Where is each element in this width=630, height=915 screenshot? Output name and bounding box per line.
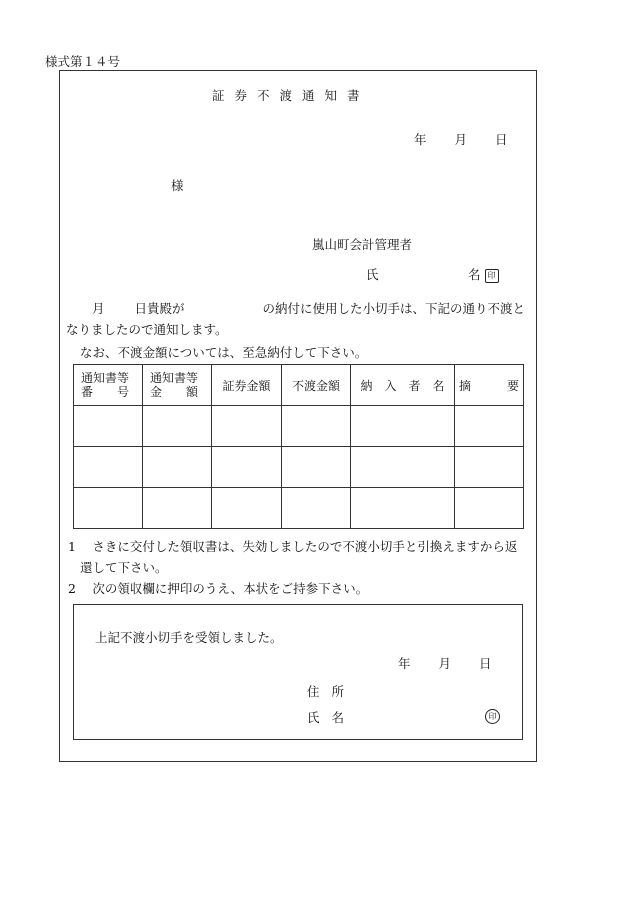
receipt-seal-icon: 印 [485, 708, 500, 724]
table-cell[interactable] [351, 447, 455, 488]
form-number: 様式第１４号 [45, 54, 121, 69]
table-cell[interactable] [282, 488, 351, 529]
table-cell[interactable] [143, 447, 212, 488]
table-header-row [74, 365, 524, 406]
body-line-3: なお、不渡金額については、至急納付して下さい。 [80, 345, 368, 360]
table-cell[interactable] [282, 406, 351, 447]
note-2: 2 次の領収欄に押印のうえ、本状をご持参下さい。 [68, 581, 369, 596]
table-cell[interactable] [74, 488, 143, 529]
body-line-2: なりましたので通知します。 [66, 322, 228, 337]
seal-icon: 印 [485, 269, 499, 283]
table-cell[interactable] [74, 406, 143, 447]
receipt-month: 月 [438, 656, 452, 671]
table-cell[interactable] [282, 447, 351, 488]
table-cell[interactable] [455, 488, 524, 529]
dishonor-table [73, 364, 524, 529]
header-notice-number: 通知書等 番 号 [74, 365, 143, 406]
receipt-address-label: 住 所 [307, 684, 345, 699]
table-row [74, 406, 524, 447]
receipt-year: 年 [398, 656, 411, 671]
issue-date [414, 130, 508, 148]
header-notice-amount: 通知書等 金 額 [143, 365, 212, 406]
table-cell[interactable] [455, 447, 524, 488]
table-cell[interactable] [212, 488, 282, 529]
table-cell[interactable] [212, 447, 282, 488]
receipt-box [73, 604, 523, 740]
date-month: 月 [454, 132, 468, 147]
receipt-day: 日 [479, 656, 492, 671]
table-cell[interactable] [212, 406, 282, 447]
header-remarks: 摘 要 [455, 365, 524, 406]
body-line-1 [92, 299, 525, 317]
note-1-line-2: 還して下さい。 [80, 560, 168, 575]
body-rest: の納付に使用した小切手は、下記の通り不渡と [262, 301, 526, 316]
table-cell[interactable] [351, 406, 455, 447]
addressee-suffix: 様 [171, 178, 184, 193]
issuer-name-label: 氏 [366, 267, 379, 282]
issuer-name-label-2 [468, 265, 499, 283]
table-cell[interactable] [143, 406, 212, 447]
body-month: 月 [92, 301, 105, 316]
date-year: 年 [414, 132, 427, 147]
table-cell[interactable] [351, 488, 455, 529]
date-day: 日 [495, 132, 508, 147]
receipt-name-label: 氏 名 [307, 710, 345, 725]
note-1-line-1: 1 さきに交付した領収書は、失効しましたので不渡小切手と引換えますから返 [68, 539, 518, 554]
table-row [74, 447, 524, 488]
issuer-name-char: 名 [468, 267, 481, 282]
header-dishonored-amount: 不渡金額 [282, 365, 351, 406]
table-cell[interactable] [143, 488, 212, 529]
receipt-statement: 上記不渡小切手を受領しました。 [95, 630, 283, 645]
body-day: 日貴殿が [134, 301, 185, 316]
table-cell[interactable] [74, 447, 143, 488]
document-title: 証券不渡通知書 [212, 88, 370, 103]
table-row [74, 488, 524, 529]
header-payer-name: 納 入 者 名 [351, 365, 455, 406]
table-cell[interactable] [455, 406, 524, 447]
receipt-date [398, 654, 492, 672]
header-security-amount: 証券金額 [212, 365, 282, 406]
issuer-title: 嵐山町会計管理者 [312, 237, 413, 252]
